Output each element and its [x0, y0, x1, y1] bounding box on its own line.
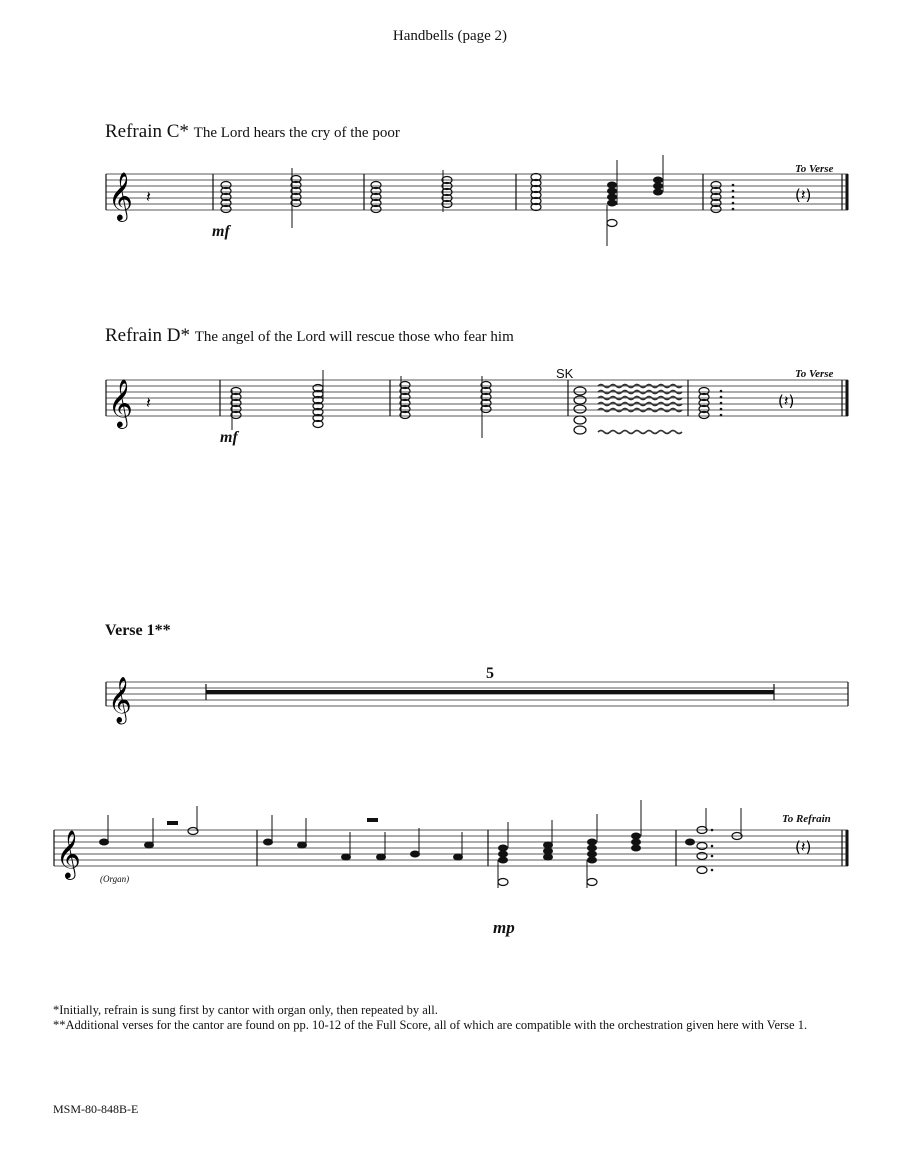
- rest: 𝄽: [146, 187, 151, 206]
- treble-clef: 𝄞: [108, 378, 133, 427]
- refrain-c-dynamic: mf: [212, 223, 230, 240]
- catalog-code: MSM-80-848B-E: [53, 1102, 139, 1116]
- end-rest: (𝄽): [795, 838, 812, 856]
- verse1-dynamic: mp: [493, 918, 515, 937]
- refrain-c-text: The Lord hears the cry of the poor: [193, 125, 400, 141]
- end-rest: (𝄽): [795, 186, 812, 204]
- organ-label: (Organ): [100, 874, 130, 884]
- treble-clef: 𝄞: [108, 677, 132, 723]
- refrain-c-ending: To Verse: [795, 163, 834, 175]
- rest: 𝄽: [146, 393, 151, 412]
- refrain-d-dynamic: mf: [220, 429, 238, 446]
- refrain-c-title: [105, 121, 400, 143]
- treble-clef: 𝄞: [108, 171, 133, 220]
- refrain-c-label: Refrain C*: [105, 121, 189, 142]
- refrain-d-technique: SK: [556, 366, 574, 381]
- rest-count: 5: [486, 665, 494, 682]
- treble-clef: 𝄞: [56, 829, 81, 878]
- verse1-organ-staff: [0, 795, 900, 945]
- refrain-d-label: Refrain D*: [105, 325, 190, 346]
- refrain-d-staff: [0, 360, 900, 460]
- footnote-2: **Additional verses for the cantor are found on pp. 10-12 of the Full Score, all of which are compatible with the orchestration given here with Verse 1.: [53, 1018, 808, 1032]
- page-header: Handbells (page 2): [392, 28, 508, 44]
- refrain-c-staff: [0, 150, 900, 260]
- refrain-d-ending: To Verse: [795, 368, 834, 380]
- refrain-d-text: The angel of the Lord will rescue those who fear him: [194, 329, 514, 345]
- end-rest: (𝄽): [778, 392, 795, 410]
- multi-measure-rest: [206, 690, 774, 694]
- footnote-1: *Initially, refrain is sung first by cantor with organ only, then repeated by all.: [53, 1003, 438, 1017]
- verse1-title: Verse 1**: [105, 622, 171, 639]
- verse1-ending: To Refrain: [782, 813, 831, 825]
- refrain-d-title: [105, 325, 514, 347]
- verse1-rest-staff: [0, 665, 900, 725]
